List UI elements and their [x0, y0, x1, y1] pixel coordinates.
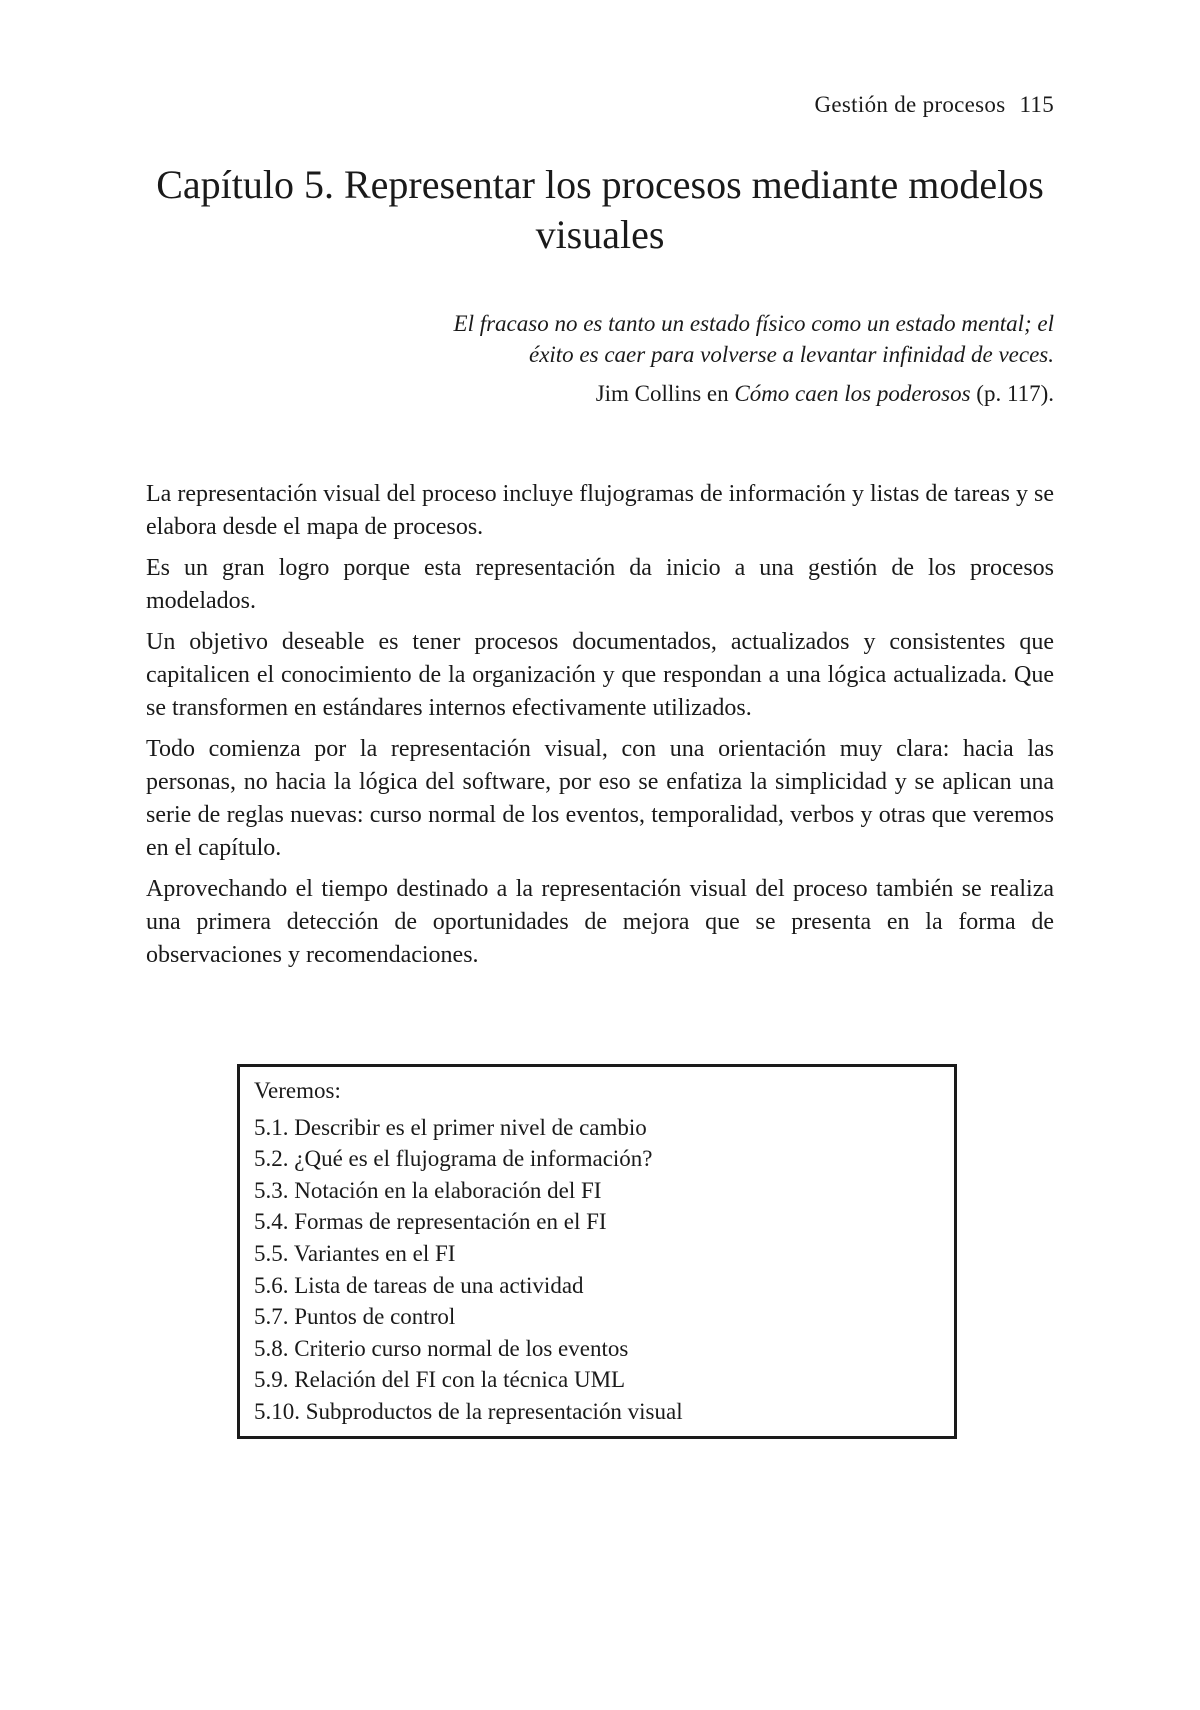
epigraph-author: Jim Collins en: [595, 381, 729, 406]
contents-item: 5.4. Formas de representación en el FI: [254, 1209, 607, 1235]
epigraph-book-title: Cómo caen los poderosos: [734, 381, 971, 406]
contents-heading: Veremos:: [254, 1078, 341, 1103]
epigraph-page-ref: (p. 117).: [976, 381, 1054, 406]
contents-item: 5.3. Notación en la elaboración del FI: [254, 1177, 602, 1203]
running-title: Gestión de procesos: [814, 92, 1006, 117]
page-number: 115: [1019, 92, 1054, 117]
paragraph: Un objetivo deseable es tener procesos documentados, actualizados y consistentes que capitalicen el conocimiento de la organización y que respondan a una lógica actualizada. Que se transformen en estándares internos efectivamente utilizados.: [146, 629, 1054, 721]
contents-item: 5.2. ¿Qué es el flujograma de información?: [254, 1146, 653, 1172]
paragraph: Aprovechando el tiempo destinado a la representación visual del proceso también se realiza una primera detección de oportunidades de mejora que se presenta en la forma de observaciones y recomendaciones.: [146, 876, 1054, 968]
epigraph: [434, 308, 1054, 409]
paragraph: Todo comienza por la representación visual, con una orientación muy clara: hacia las personas, no hacia la lógica del software, por eso se enfatiza la simplicidad y se aplican una serie de reglas nuevas: curso normal de los eventos, temporalidad, verbos y otras que veremos en el capítulo.: [146, 736, 1054, 861]
contents-list: [254, 1112, 940, 1428]
contents-item: 5.9. Relación del FI con la técnica UML: [254, 1367, 626, 1393]
contents-item: 5.7. Puntos de control: [254, 1304, 456, 1330]
epigraph-attribution: [434, 378, 1054, 409]
chapter-contents-box: [237, 1064, 957, 1439]
contents-item: 5.1. Describir es el primer nivel de cambio: [254, 1114, 647, 1140]
contents-item: 5.10. Subproductos de la representación visual: [254, 1398, 683, 1424]
paragraph: Es un gran logro porque esta representación da inicio a una gestión de los procesos modelados.: [146, 555, 1054, 614]
paragraph: La representación visual del proceso incluye flujogramas de información y listas de tareas y se elabora desde el mapa de procesos.: [146, 481, 1054, 540]
body-text: [146, 478, 1054, 980]
contents-item: 5.6. Lista de tareas de una actividad: [254, 1272, 584, 1298]
contents-item: 5.8. Criterio curso normal de los eventos: [254, 1335, 629, 1361]
epigraph-quote: El fracaso no es tanto un estado físico como un estado mental; el éxito es caer para volverse a levantar infinidad de veces.: [453, 311, 1054, 367]
chapter-title: Capítulo 5. Representar los procesos mediante modelos visuales: [156, 162, 1044, 257]
running-header: [815, 92, 1054, 118]
contents-item: 5.5. Variantes en el FI: [254, 1240, 456, 1266]
